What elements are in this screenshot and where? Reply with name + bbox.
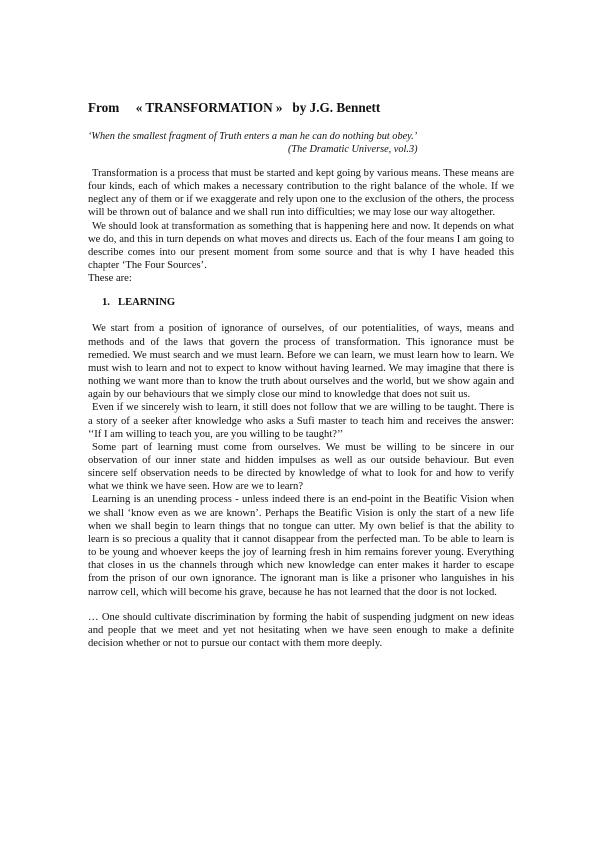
learning-paragraph-1: We start from a position of ignorance of ourselves, of our potentialities, of ways, means and methods and of the laws that govern the process of transformation. This ignorance must be remedied. We must search and we must learn. Before we can learn, we must learn how to learn. We must wish to learn and not to expect to know without having learned. We may imagine that there is nothing we want more than to know the truth about ourselves and the world, but we show again and again by our behaviours that we simply close our mind to knowledge that does not suit us. [88, 323, 514, 401]
epigraph [88, 130, 514, 156]
paragraph-gap [88, 599, 514, 611]
document-page [88, 100, 514, 650]
intro-paragraph-2: We should look at transformation as something that is happening here and now. It depends on what we do, and this in turn depends on what moves and directs us. Each of the four means I am going to describe comes into our present moment from some source and that is why I have headed this chapter ‘The Four Sources’. [88, 220, 514, 272]
learning-paragraph-3: Some part of learning must come from ourselves. We must be willing to be sincere in our observation of our inner state and hidden impulses as well as our outside behaviour. But even sincere self observation needs to be directed by knowledge of what to look for and how to verify what we think we have seen. How are we to learn? [88, 441, 514, 493]
section-number: 1. [102, 297, 110, 309]
intro-paragraph-1: Transformation is a process that must be started and kept going by various means. These means are four kinds, each of which makes a necessary contribution to the right balance of the whole. If we neglect any of them or if we exaggerate and rely upon one to the exclusion of the others, the process will be thrown out of balance and we shall run into difficulties; we may lose our way altogether. [88, 168, 514, 219]
intro-paragraph-3: These are: [88, 273, 132, 285]
section-title: LEARNING [118, 297, 176, 309]
intro-section [88, 167, 514, 285]
learning-paragraph-2: Even if we sincerely wish to learn, it still does not follow that we are willing to be taught. There is a story of a seeker after knowledge who asks a Sufi master to teach him and receives the answer: ‘‘If I am willing to teach you, are you willing to be taught?’’ [88, 402, 514, 440]
epigraph-quote: ‘When the smallest fragment of Truth enters a man he can do nothing but obey.’ [88, 131, 418, 142]
epigraph-source: (The Dramatic Universe, vol.3) [288, 144, 418, 155]
section-heading [102, 297, 514, 308]
learning-paragraph-4: Learning is an unending process - unless indeed there is an end-point in the Beatific Vision when we shall ‘know even as we are known’. Perhaps the Beatific Vision is only the start of a new life when we shall begin to learn things that no tongue can utter. My own belief is that the ability to learn is so precious a quality that it cannot disappear from the perfected man. To be able to learn is to be young and whoever keeps the joy of learning fresh in him remains forever young. Everything that closes in us the channels through which new knowledge can enter makes it harder to escape from the prison of our own ignorance. The ignorant man is like a prisoner who languishes in his narrow cell, which will become his grave, because he has not learned that the door is not locked. [88, 494, 514, 598]
closing-section [88, 611, 514, 650]
learning-section [88, 322, 514, 598]
document-title: From « TRANSFORMATION » by J.G. Bennett [88, 100, 381, 115]
closing-paragraph: … One should cultivate discrimination by forming the habit of suspending judgment on new ideas and people that we meet and yet not hesitating when we have seen enough to make a definite decision whether or not to pursue our contact with them more deeply. [88, 611, 514, 649]
